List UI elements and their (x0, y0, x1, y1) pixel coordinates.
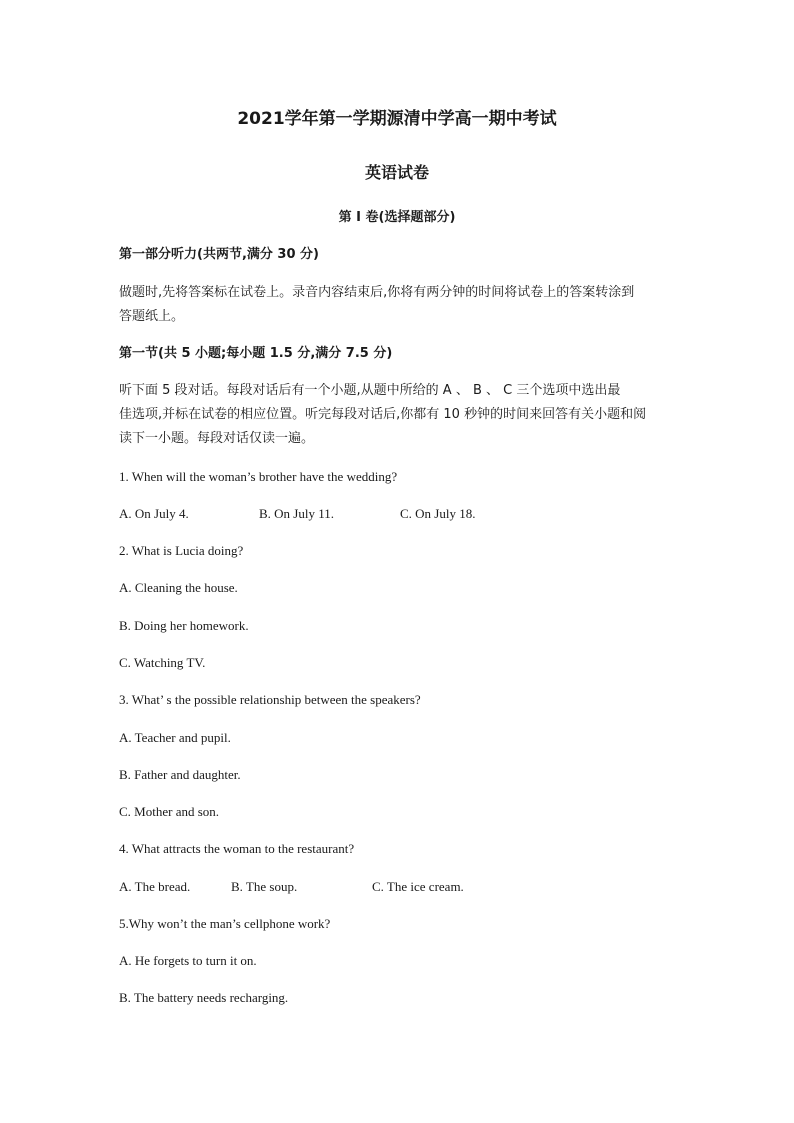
option-a: A. The bread. (119, 879, 191, 894)
section1-instruction-line2: 佳选项,并标在试卷的相应位置。听完每段对话后,你都有 10 秒钟的时间来回答有关小题和阅 (119, 407, 647, 422)
part1-instruction-line2: 答题纸上。 (119, 309, 185, 324)
option-b: B. On July 11. (259, 506, 334, 521)
option-c: C. Mother and son. (119, 804, 220, 819)
volume-heading: 第 I 卷(选择题部分) (338, 210, 456, 225)
subject-title: 英语试卷 (364, 163, 429, 182)
option-b: B. The soup. (231, 879, 298, 894)
option-c: C. The ice cream. (372, 879, 464, 894)
part1-instruction-line1: 做题时,先将答案标在试卷上。录音内容结束后,你将有两分钟的时间将试卷上的答案转涂到 (119, 285, 635, 300)
option-a: A. On July 4. (119, 506, 189, 521)
option-b: B. Father and daughter. (119, 767, 241, 782)
option-a: A. Teacher and pupil. (119, 730, 231, 745)
option-a: A. Cleaning the house. (119, 580, 238, 595)
option-b: B. The battery needs recharging. (119, 990, 289, 1005)
question-stem: 3. What’ s the possible relationship between the speakers? (119, 692, 421, 707)
question-stem: 4. What attracts the woman to the restaurant? (119, 841, 355, 856)
option-a: A. He forgets to turn it on. (119, 953, 257, 968)
section1-instruction-line1: 听下面 5 段对话。每段对话后有一个小题,从题中所给的 A 、 B 、 C 三个选项中选出最 (119, 383, 621, 398)
option-c: C. Watching TV. (119, 655, 206, 670)
question-stem: 2. What is Lucia doing? (119, 543, 244, 558)
question-stem: 1. When will the woman’s brother have the wedding? (119, 469, 398, 484)
question-stem: 5.Why won’t the man’s cellphone work? (119, 916, 331, 931)
part1-heading: 第一部分听力(共两节,满分 30 分) (119, 247, 319, 262)
section1-heading: 第一节(共 5 小题;每小题 1.5 分,满分 7.5 分) (119, 346, 393, 361)
option-c: C. On July 18. (400, 506, 476, 521)
exam-title: 2021学年第一学期源清中学高一期中考试 (237, 109, 557, 129)
option-b: B. Doing her homework. (119, 618, 249, 633)
section1-instruction-line3: 读下一小题。每段对话仅读一遍。 (119, 431, 315, 446)
